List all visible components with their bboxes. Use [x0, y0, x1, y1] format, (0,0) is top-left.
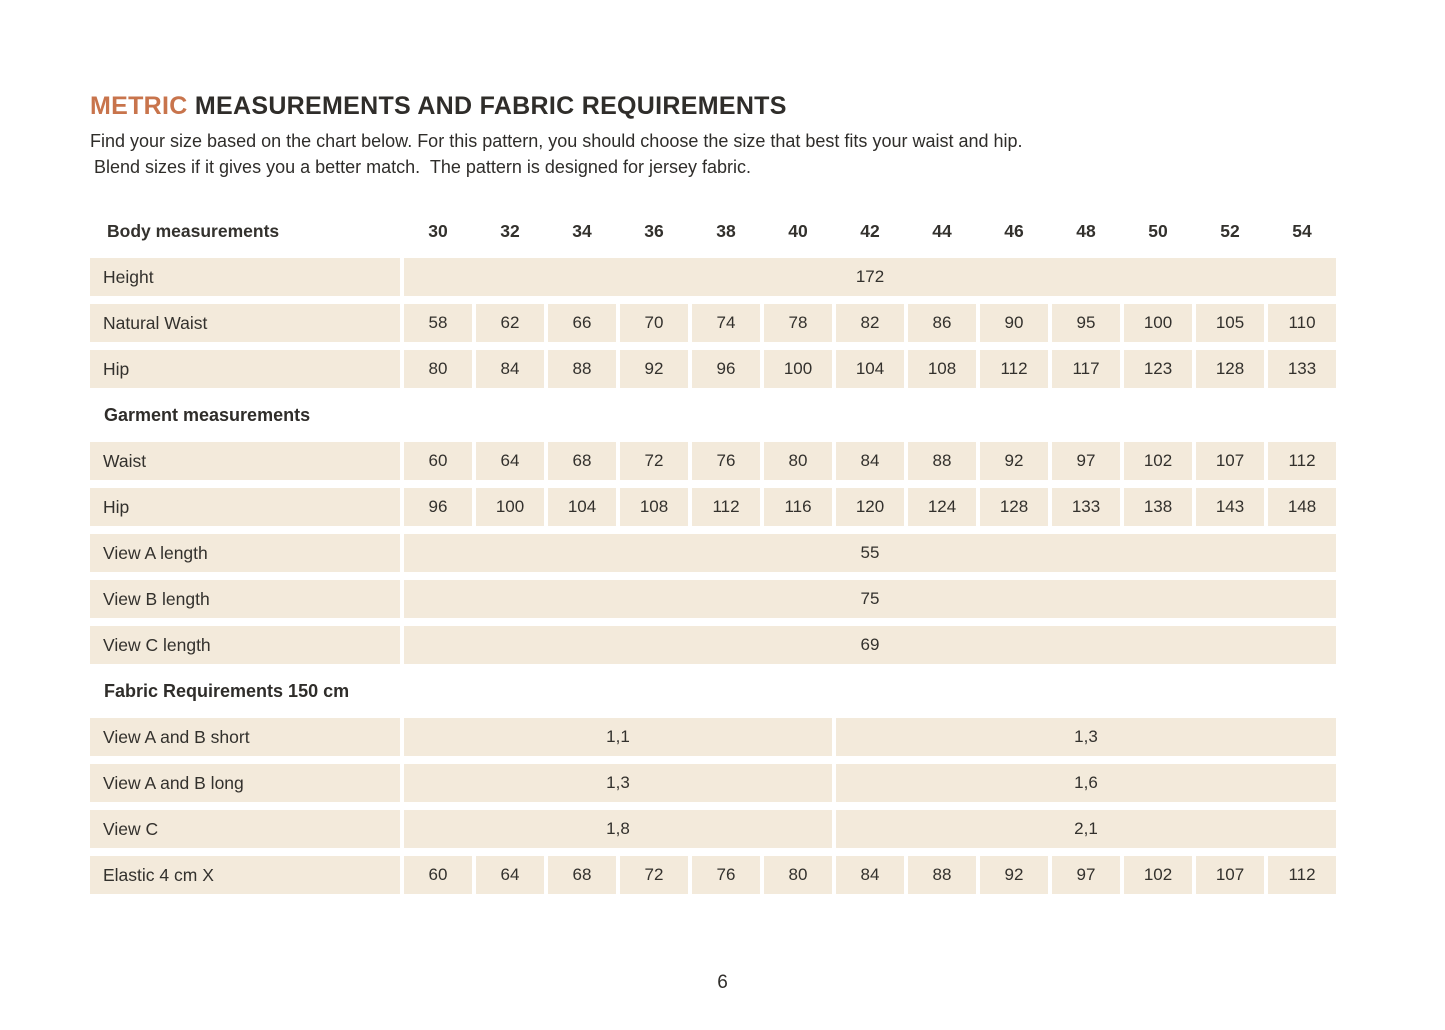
value-cell: 138: [1124, 488, 1192, 526]
row-label: Hip: [90, 350, 400, 388]
value-cell: 80: [764, 442, 832, 480]
size-header-cell: 42: [860, 220, 880, 241]
row-label: View B length: [90, 580, 400, 618]
page-title-rest: MEASUREMENTS AND FABRIC REQUIREMENTS: [187, 92, 787, 120]
row-label: View C: [90, 810, 400, 848]
table-row: [90, 350, 1340, 388]
value-cell: 88: [908, 856, 976, 894]
value-cell: 76: [692, 442, 760, 480]
size-header-cell: 38: [716, 220, 736, 241]
merged-value-cell-right: 1,3: [836, 718, 1336, 756]
value-cell: 148: [1268, 488, 1336, 526]
value-cell: 60: [404, 856, 472, 894]
merged-value-cell-left: 1,3: [404, 764, 832, 802]
value-cell: 76: [692, 856, 760, 894]
value-cell: 108: [908, 350, 976, 388]
value-cell: 95: [1052, 304, 1120, 342]
value-cell: 58: [404, 304, 472, 342]
value-cell: 84: [476, 350, 544, 388]
value-cell: 80: [404, 350, 472, 388]
table-row: [90, 258, 1340, 296]
size-header-cell: 48: [1076, 220, 1096, 241]
value-cell: 72: [620, 442, 688, 480]
value-cell: 104: [836, 350, 904, 388]
value-cell: 84: [836, 442, 904, 480]
measurement-table: [90, 212, 1340, 894]
size-header-cell: 54: [1292, 220, 1312, 241]
row-label: Natural Waist: [90, 304, 400, 342]
value-cell: 72: [620, 856, 688, 894]
value-cell: 133: [1268, 350, 1336, 388]
table-row: [90, 212, 1340, 250]
value-cell: 96: [404, 488, 472, 526]
value-cell: 96: [692, 350, 760, 388]
row-label: View A and B long: [90, 764, 400, 802]
table-row: [90, 580, 1340, 618]
value-cell: 90: [980, 304, 1048, 342]
intro-line-1: Find your size based on the chart below. For this pattern, you should choose the size that best fits your waist and hip.: [90, 131, 1023, 151]
value-cell: 64: [476, 442, 544, 480]
value-cell: 86: [908, 304, 976, 342]
value-cell: 112: [980, 350, 1048, 388]
value-cell: 102: [1124, 442, 1192, 480]
value-cell: 105: [1196, 304, 1264, 342]
row-label: View A and B short: [90, 718, 400, 756]
value-cell: 88: [908, 442, 976, 480]
value-cell: 78: [764, 304, 832, 342]
table-row: [90, 488, 1340, 526]
table-row: [90, 856, 1340, 894]
value-cell: 117: [1052, 350, 1120, 388]
value-cell: 128: [1196, 350, 1264, 388]
section-header: Garment measurements: [104, 404, 311, 425]
value-cell: 100: [1124, 304, 1192, 342]
table-row: [90, 626, 1340, 664]
size-header-cell: 32: [500, 220, 520, 241]
page-title-highlight: METRIC: [90, 92, 188, 120]
merged-value-cell: 75: [404, 580, 1336, 618]
value-cell: 112: [1268, 856, 1336, 894]
value-cell: 88: [548, 350, 616, 388]
value-cell: 143: [1196, 488, 1264, 526]
intro-line-2: Blend sizes if it gives you a better match. The pattern is designed for jersey fabric.: [94, 157, 751, 177]
value-cell: 120: [836, 488, 904, 526]
value-cell: 97: [1052, 442, 1120, 480]
value-cell: 64: [476, 856, 544, 894]
value-cell: 70: [620, 304, 688, 342]
table-row: [90, 764, 1340, 802]
size-header-cell: 50: [1148, 220, 1168, 241]
page-content: [90, 92, 1340, 894]
merged-value-cell-left: 1,8: [404, 810, 832, 848]
value-cell: 107: [1196, 442, 1264, 480]
merged-value-cell: 69: [404, 626, 1336, 664]
value-cell: 108: [620, 488, 688, 526]
row-label: Height: [90, 258, 400, 296]
value-cell: 97: [1052, 856, 1120, 894]
column-header-label: Body measurements: [107, 220, 280, 241]
value-cell: 68: [548, 442, 616, 480]
section-row: [90, 396, 1340, 434]
size-header-cell: 44: [932, 220, 952, 241]
intro-text: [90, 128, 1340, 180]
row-label: Elastic 4 cm X: [90, 856, 400, 894]
table-row: [90, 304, 1340, 342]
value-cell: 66: [548, 304, 616, 342]
table-row: [90, 810, 1340, 848]
value-cell: 74: [692, 304, 760, 342]
size-header-cell: 30: [428, 220, 448, 241]
merged-value-cell: 172: [404, 258, 1336, 296]
table-row: [90, 534, 1340, 572]
value-cell: 133: [1052, 488, 1120, 526]
value-cell: 128: [980, 488, 1048, 526]
value-cell: 116: [764, 488, 832, 526]
value-cell: 112: [1268, 442, 1336, 480]
value-cell: 68: [548, 856, 616, 894]
value-cell: 92: [620, 350, 688, 388]
size-header-cell: 46: [1004, 220, 1024, 241]
merged-value-cell: 55: [404, 534, 1336, 572]
size-header-cell: 34: [572, 220, 592, 241]
table-row: [90, 718, 1340, 756]
merged-value-cell-right: 2,1: [836, 810, 1336, 848]
page-number: 6: [717, 972, 728, 993]
table-row: [90, 442, 1340, 480]
value-cell: 124: [908, 488, 976, 526]
value-cell: 80: [764, 856, 832, 894]
value-cell: 100: [764, 350, 832, 388]
value-cell: 92: [980, 442, 1048, 480]
value-cell: 104: [548, 488, 616, 526]
value-cell: 92: [980, 856, 1048, 894]
value-cell: 102: [1124, 856, 1192, 894]
row-label: View C length: [90, 626, 400, 664]
value-cell: 123: [1124, 350, 1192, 388]
value-cell: 82: [836, 304, 904, 342]
row-label: Hip: [90, 488, 400, 526]
value-cell: 62: [476, 304, 544, 342]
page-title: [90, 92, 1340, 121]
size-header-cell: 40: [788, 220, 808, 241]
value-cell: 84: [836, 856, 904, 894]
value-cell: 100: [476, 488, 544, 526]
section-row: [90, 672, 1340, 710]
section-header: Fabric Requirements 150 cm: [104, 680, 350, 701]
size-header-cell: 52: [1220, 220, 1240, 241]
size-header-cell: 36: [644, 220, 664, 241]
row-label: View A length: [90, 534, 400, 572]
merged-value-cell-left: 1,1: [404, 718, 832, 756]
value-cell: 107: [1196, 856, 1264, 894]
value-cell: 110: [1268, 304, 1336, 342]
value-cell: 112: [692, 488, 760, 526]
value-cell: 60: [404, 442, 472, 480]
merged-value-cell-right: 1,6: [836, 764, 1336, 802]
row-label: Waist: [90, 442, 400, 480]
